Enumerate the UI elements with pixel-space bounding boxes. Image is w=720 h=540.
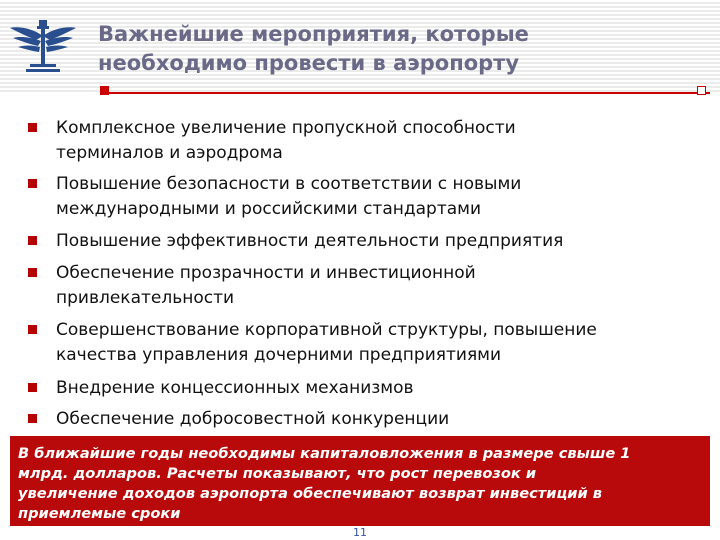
title-divider (100, 92, 710, 94)
page-number: 11 (353, 526, 367, 539)
slide-title-line-1: Важнейшие мероприятия, которые (98, 22, 529, 46)
list-item-text: международными и российскими стандартами (56, 199, 482, 219)
callout-line: приемлемые сроки (18, 505, 181, 522)
bullet-square-icon (28, 414, 37, 423)
bullet-square-icon (28, 383, 37, 392)
list-item-text: Комплексное увеличение пропускной способности (56, 118, 516, 138)
list-item-text: терминалов и аэродрома (56, 143, 283, 163)
list-item-text: Повышение безопасности в соответствии с новыми (56, 174, 522, 194)
slide-title-line-2: необходимо провести в аэропорту (98, 51, 520, 75)
list-item-text: Обеспечение добросовестной конкуренции (56, 409, 450, 429)
callout-line: увеличение доходов аэропорта обеспечивают возврат инвестиций в (18, 485, 603, 502)
divider-square-right (697, 86, 706, 95)
investment-callout (10, 436, 710, 526)
slide-title (98, 20, 698, 78)
bullet-square-icon (28, 268, 37, 277)
list-item-text: Совершенствование корпоративной структуры, повышение (56, 320, 597, 340)
callout-line: В ближайшие годы необходимы капиталовложения в размере свыше 1 (18, 445, 631, 462)
callout-line: млрд. долларов. Расчеты показывают, что рост перевозок и (18, 465, 537, 482)
bullet-square-icon (28, 236, 37, 245)
list-item-text: Обеспечение прозрачности и инвестиционной (56, 263, 476, 283)
list-item-text: качества управления дочерними предприятиями (56, 345, 502, 365)
list-item-text: Внедрение концессионных механизмов (56, 378, 414, 398)
airport-emblem-icon (8, 14, 78, 76)
bullet-square-icon (28, 179, 37, 188)
bullet-square-icon (28, 325, 37, 334)
bullet-square-icon (28, 123, 37, 132)
divider-square-left (100, 86, 109, 95)
list-item-text: Повышение эффективности деятельности предприятия (56, 231, 564, 251)
list-item-text: привлекательности (56, 288, 235, 308)
